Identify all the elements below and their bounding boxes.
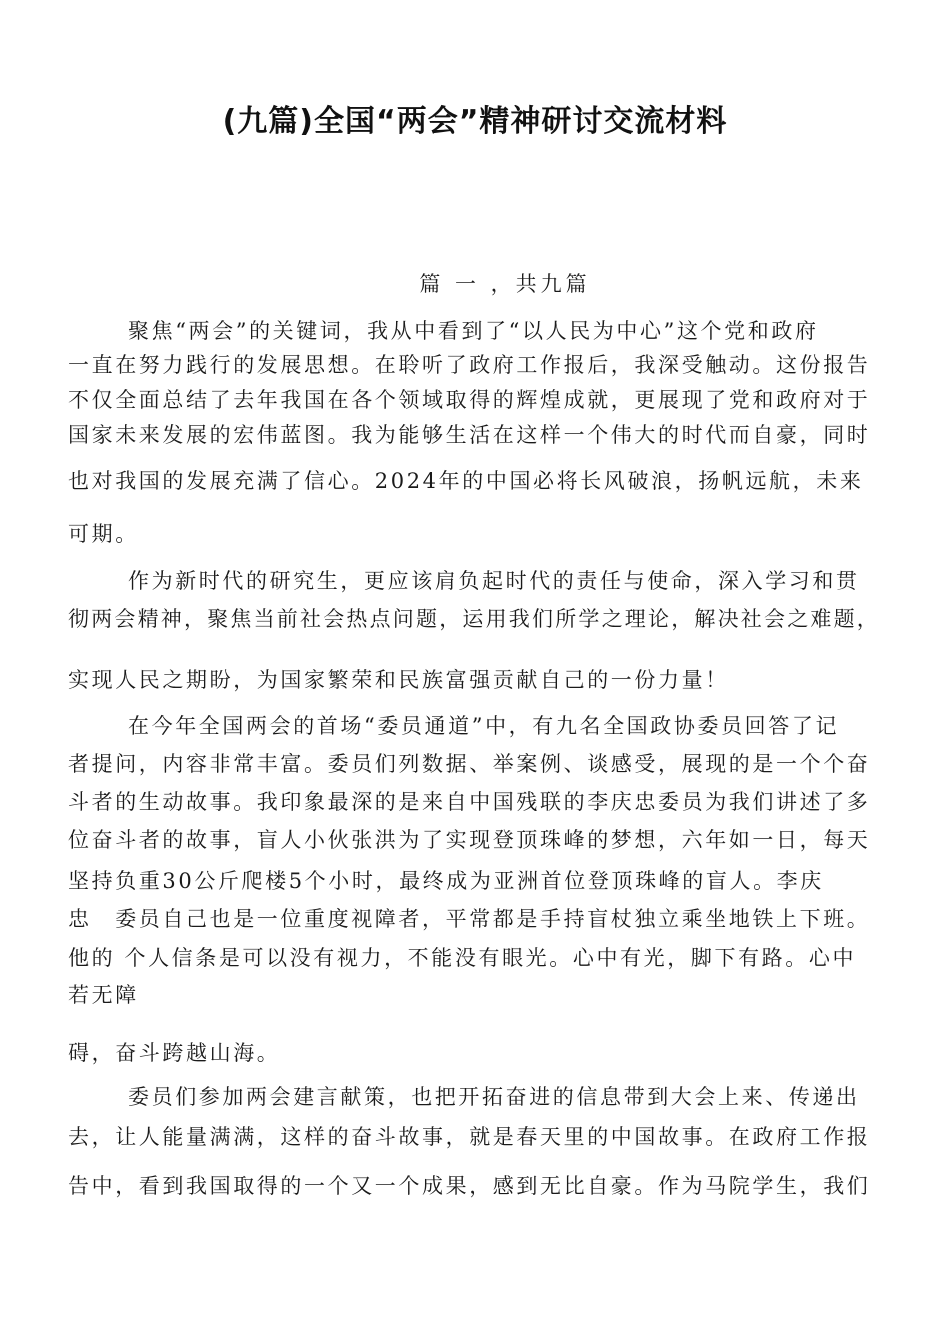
- text-line: 实现人民之期盼，为国家繁荣和民族富强贡献自己的一份力量！: [68, 668, 729, 692]
- text-line: 者提问，内容非常丰富。委员们列数据、举案例、谈感受，展现的是一个个奋: [68, 752, 871, 776]
- text-line: 忠 委员自己也是一位重度视障者，平常都是手持盲杖独立乘坐地铁上下班。: [68, 907, 871, 931]
- text-line: 委员们参加两会建言献策，也把开拓奋进的信息带到大会上来、传递出: [128, 1085, 860, 1109]
- text-line: 若无障: [68, 983, 139, 1007]
- document-title: (九篇)全国“两会”精神研讨交流材料: [222, 104, 728, 139]
- text-line: 碍，奋斗跨越山海。: [68, 1041, 281, 1065]
- text-line: 国家未来发展的宏伟蓝图。我为能够生活在这样一个伟大的时代而自豪，同时: [68, 423, 871, 447]
- text-line: 可期。: [68, 522, 139, 546]
- text-line: 不仅全面总结了去年我国在各个领域取得的辉煌成就，更展现了党和政府对于: [68, 388, 871, 412]
- text-line: 坚持负重30公斤爬楼5个小时，最终成为亚洲首位登顶珠峰的盲人。李庆: [68, 869, 824, 893]
- text-line: 斗者的生动故事。我印象最深的是来自中国残联的李庆忠委员为我们讲述了多: [68, 790, 871, 814]
- section-subtitle: 篇 一 ，共九篇: [419, 272, 591, 296]
- text-line: 一直在努力践行的发展思想。在聆听了政府工作报后，我深受触动。这份报告: [68, 353, 871, 377]
- text-line: 也对我国的发展充满了信心。2024年的中国必将长风破浪，扬帆远航，未来: [68, 469, 864, 493]
- text-line: 彻两会精神，聚焦当前社会热点问题，运用我们所学之理论，解决社会之难题，: [68, 607, 880, 631]
- text-line: 他的 个人信条是可以没有视力，不能没有眼光。心中有光，脚下有路。心中: [68, 946, 857, 970]
- text-line: 去，让人能量满满，这样的奋斗故事，就是春天里的中国故事。在政府工作报: [68, 1125, 871, 1149]
- text-line: 聚焦“两会”的关键词，我从中看到了“以人民为中心”这个党和政府: [128, 319, 819, 343]
- text-line: 在今年全国两会的首场“委员通道”中，有九名全国政协委员回答了记: [128, 714, 840, 738]
- text-line: 作为新时代的研究生，更应该肩负起时代的责任与使命，深入学习和贯: [128, 569, 860, 593]
- text-line: 告中，看到我国取得的一个又一个成果，感到无比自豪。作为马院学生，我们: [68, 1174, 871, 1198]
- text-line: 位奋斗者的故事，盲人小伙张洪为了实现登顶珠峰的梦想，六年如一日，每天: [68, 828, 871, 852]
